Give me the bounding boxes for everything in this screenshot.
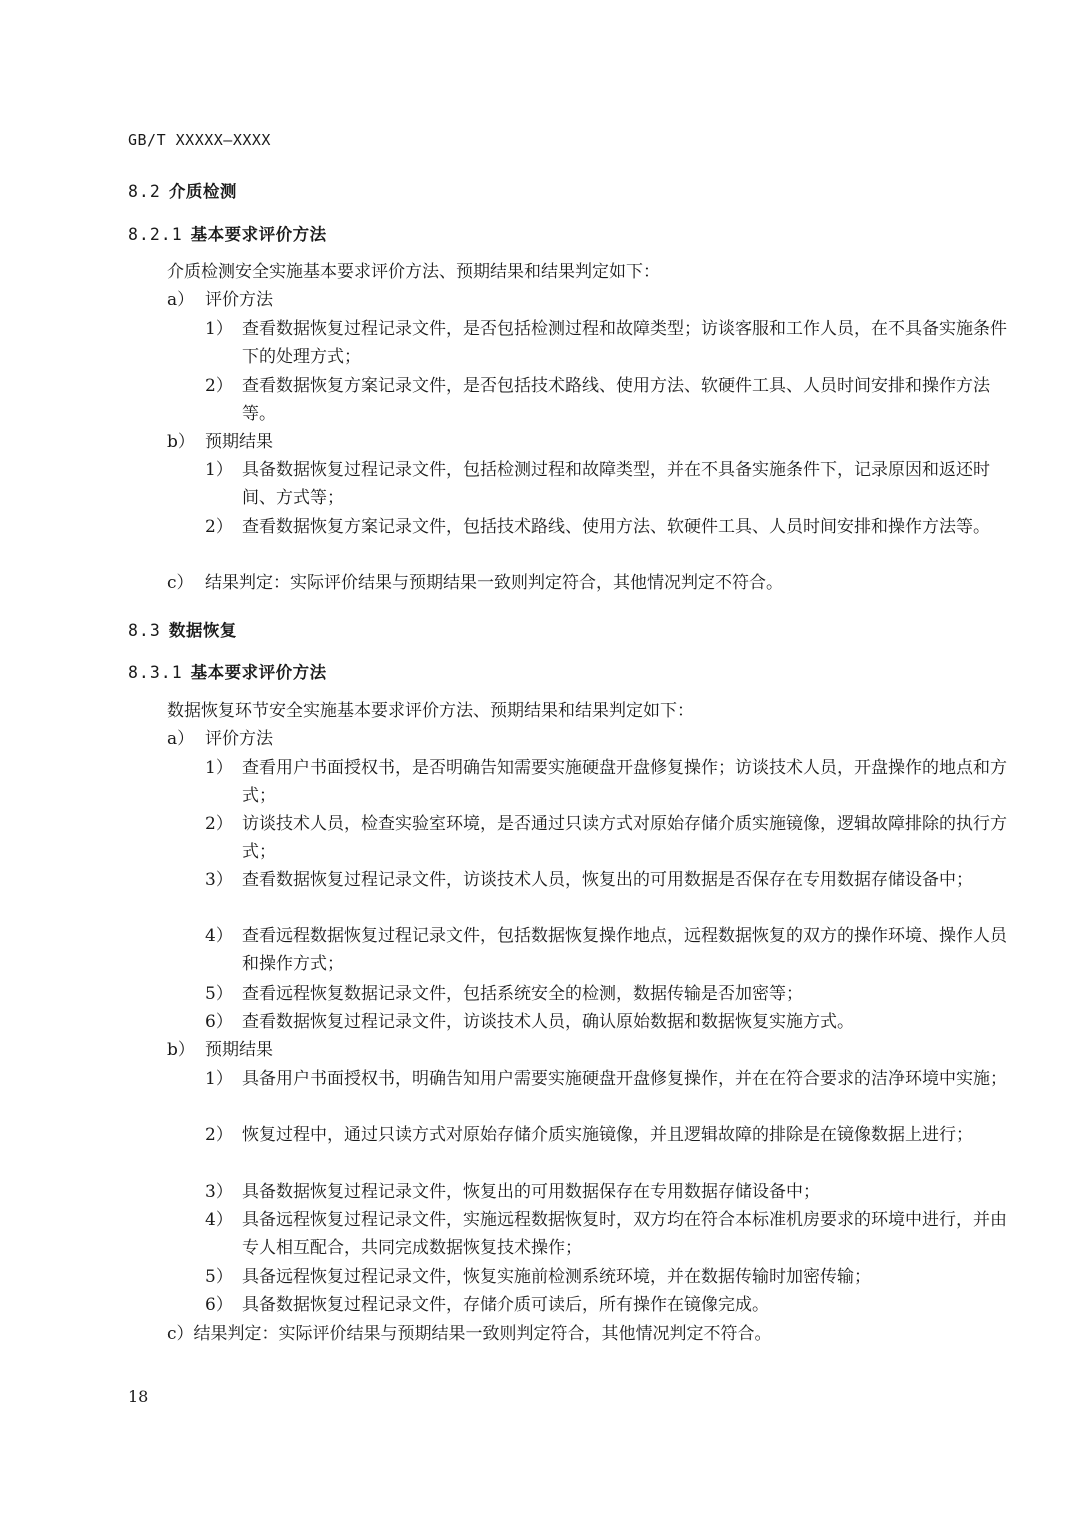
section-number: 8.2 — [128, 182, 161, 201]
list-label-a — [167, 286, 273, 314]
item-text: 具备用户书面授权书，明确告知用户需要实施硬盘开盘修复操作，并在在符合要求的洁净环境中实施； — [242, 1069, 1007, 1089]
list-item — [205, 1121, 1016, 1149]
item-text: 具备远程恢复过程记录文件，恢复实施前检测系统环境，并在数据传输时加密传输； — [242, 1267, 871, 1287]
item-text: 查看远程数据恢复过程记录文件，包括数据恢复操作地点，远程数据恢复的双方的操作环境、操作人员和操作方式； — [242, 926, 1007, 974]
list-item — [205, 315, 1016, 371]
item-marker: 2） — [205, 517, 233, 537]
item-marker: 3） — [205, 1182, 233, 1202]
section-title: 介质检测 — [168, 182, 237, 201]
list-label-text: 预期结果 — [205, 1040, 273, 1060]
item-text: 查看数据恢复过程记录文件，访谈技术人员，确认原始数据和数据恢复实施方式。 — [242, 1012, 854, 1032]
list-item — [205, 922, 1016, 978]
subsection-title: 基本要求评价方法 — [190, 663, 327, 682]
list-item — [205, 1008, 1016, 1036]
page-number: 18 — [128, 1387, 149, 1406]
item-text: 具备数据恢复过程记录文件，恢复出的可用数据保存在专用数据存储设备中； — [242, 1182, 820, 1202]
list-label-c — [167, 569, 783, 597]
item-text: 查看数据恢复方案记录文件，包括技术路线、使用方法、软硬件工具、人员时间安排和操作方法等。 — [242, 517, 990, 537]
item-text: 具备数据恢复过程记录文件，包括检测过程和故障类型，并在不具备实施条件下，记录原因和返还时间、方式等； — [242, 460, 990, 508]
item-text: 具备数据恢复过程记录文件，存储介质可读后，所有操作在镜像完成。 — [242, 1295, 769, 1315]
item-text: 查看远程恢复数据记录文件，包括系统安全的检测，数据传输是否加密等； — [242, 984, 803, 1004]
list-label-a — [167, 725, 273, 753]
list-item — [205, 1065, 1016, 1093]
intro-paragraph: 介质检测安全实施基本要求评价方法、预期结果和结果判定如下： — [167, 262, 660, 282]
list-marker: b） — [167, 432, 195, 452]
section-heading-8-2 — [128, 178, 237, 202]
item-text: 查看用户书面授权书，是否明确告知需要实施硬盘开盘修复操作；访谈技术人员，开盘操作的地点和方式； — [242, 758, 1007, 806]
list-label-b — [167, 428, 273, 456]
subsection-heading-8-2-1 — [128, 221, 327, 245]
item-text: 查看数据恢复过程记录文件，是否包括检测过程和故障类型；访谈客服和工作人员，在不具备实施条件下的处理方式； — [242, 319, 1007, 367]
item-text: 查看数据恢复方案记录文件，是否包括技术路线、使用方法、软硬件工具、人员时间安排和操作方法等。 — [242, 376, 990, 424]
item-marker: 1） — [205, 758, 233, 778]
item-marker: 2） — [205, 1125, 233, 1145]
list-item — [205, 1263, 1016, 1291]
list-item — [205, 1291, 1016, 1319]
subsection-number: 8.3.1 — [128, 663, 183, 682]
list-label-b — [167, 1036, 273, 1064]
list-item — [205, 1178, 1016, 1206]
conclusion-text: 结果判定：实际评价结果与预期结果一致则判定符合，其他情况判定不符合。 — [193, 1324, 772, 1344]
intro-paragraph: 数据恢复环节安全实施基本要求评价方法、预期结果和结果判定如下： — [167, 701, 694, 721]
list-item — [205, 810, 1016, 866]
list-item — [205, 866, 1016, 894]
item-text: 查看数据恢复过程记录文件，访谈技术人员，恢复出的可用数据是否保存在专用数据存储设备中； — [242, 870, 973, 890]
list-item — [205, 513, 1016, 541]
item-text: 恢复过程中，通过只读方式对原始存储介质实施镜像，并且逻辑故障的排除是在镜像数据上进行； — [242, 1125, 973, 1145]
item-marker: 1） — [205, 319, 233, 339]
conclusion-text: 结果判定：实际评价结果与预期结果一致则判定符合，其他情况判定不符合。 — [205, 573, 783, 593]
item-marker: 2） — [205, 376, 233, 396]
item-marker: 5） — [205, 1267, 233, 1287]
list-marker: c） — [167, 1324, 194, 1344]
list-marker: c） — [167, 573, 194, 593]
item-marker: 2） — [205, 814, 233, 834]
item-marker: 6） — [205, 1012, 233, 1032]
subsection-number: 8.2.1 — [128, 225, 183, 244]
list-label-text: 预期结果 — [205, 432, 273, 452]
section-heading-8-3 — [128, 617, 237, 641]
list-label-text: 评价方法 — [205, 729, 273, 749]
list-marker: a） — [167, 729, 195, 749]
list-item — [205, 1206, 1016, 1262]
item-marker: 4） — [205, 926, 233, 946]
item-marker: 5） — [205, 984, 233, 1004]
list-item — [205, 456, 1016, 512]
list-item — [205, 372, 1016, 428]
item-marker: 1） — [205, 1069, 233, 1089]
list-label-text: 评价方法 — [205, 290, 273, 310]
item-marker: 3） — [205, 870, 233, 890]
item-text: 访谈技术人员，检查实验室环境，是否通过只读方式对原始存储介质实施镜像，逻辑故障排除的执行方式； — [242, 814, 1007, 862]
item-marker: 6） — [205, 1295, 233, 1315]
document-code: GB/T XXXXX—XXXX — [128, 131, 271, 149]
subsection-title: 基本要求评价方法 — [190, 225, 327, 244]
item-marker: 1） — [205, 460, 233, 480]
list-marker: b） — [167, 1040, 195, 1060]
subsection-heading-8-3-1 — [128, 659, 327, 683]
item-marker: 4） — [205, 1210, 233, 1230]
list-item — [205, 754, 1016, 810]
list-item — [205, 980, 1016, 1008]
list-marker: a） — [167, 290, 195, 310]
section-title: 数据恢复 — [168, 621, 237, 640]
section-number: 8.3 — [128, 621, 161, 640]
item-text: 具备远程恢复过程记录文件，实施远程数据恢复时，双方均在符合本标准机房要求的环境中进行，并由专人相互配合，共同完成数据恢复技术操作； — [242, 1210, 1007, 1258]
list-label-c — [167, 1320, 772, 1348]
